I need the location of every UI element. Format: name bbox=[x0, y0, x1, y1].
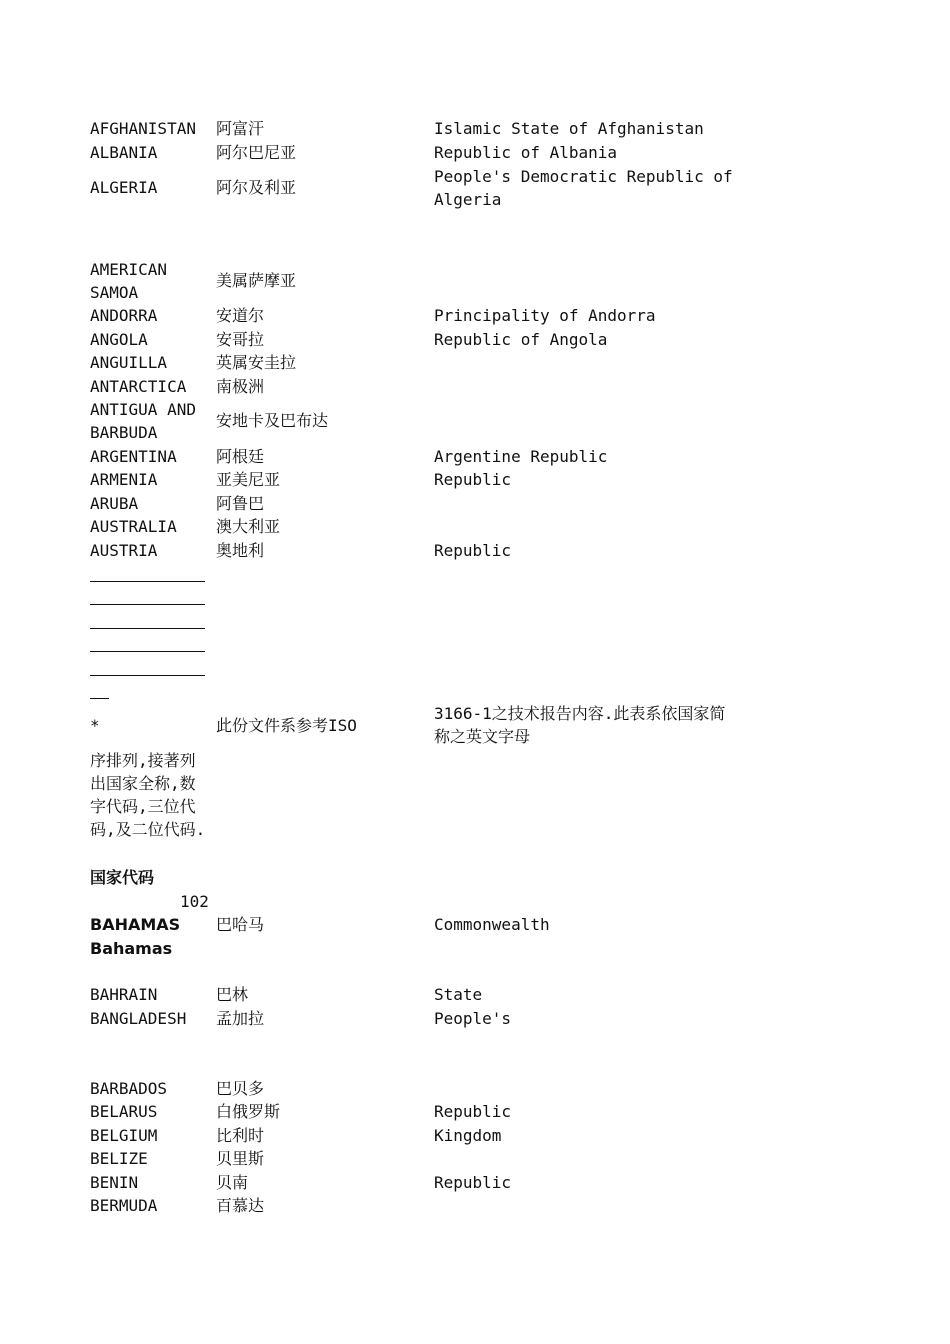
country-name-zh: 奥地利 bbox=[216, 541, 265, 560]
country-full-name: Commonwealth bbox=[434, 915, 550, 934]
country-code: AUSTRIA bbox=[90, 541, 158, 560]
country-code: AUSTRALIA bbox=[90, 517, 177, 536]
separator-line bbox=[90, 698, 109, 699]
country-code: ANGUILLA bbox=[90, 353, 168, 372]
note-text-continued: 序排列,接著列出国家全称,数字代码,三位代码,及二位代码. bbox=[90, 751, 206, 839]
country-name-zh: 巴贝多 bbox=[216, 1079, 265, 1098]
country-name-zh: 英属安圭拉 bbox=[216, 353, 297, 372]
note-marker: * bbox=[90, 716, 100, 735]
country-name-zh: 贝南 bbox=[216, 1173, 249, 1192]
country-code: AMERICAN SAMOA bbox=[90, 260, 168, 302]
country-code: BERMUDA bbox=[90, 1196, 158, 1215]
country-name-zh: 白俄罗斯 bbox=[216, 1102, 281, 1121]
country-name-zh: 百慕达 bbox=[216, 1196, 265, 1215]
country-name-zh: 阿尔及利亚 bbox=[216, 178, 297, 197]
country-full-name: Republic of Albania bbox=[434, 143, 618, 162]
country-code: ARGENTINA bbox=[90, 447, 177, 466]
country-name-zh: 巴林 bbox=[216, 985, 249, 1004]
country-code: ANTIGUA AND BARBUDA bbox=[90, 400, 196, 442]
country-name-zh: 比利时 bbox=[216, 1126, 265, 1145]
country-full-name: People's bbox=[434, 1009, 512, 1028]
country-code: BELARUS bbox=[90, 1102, 158, 1121]
country-name-zh: 阿尔巴尼亚 bbox=[216, 143, 297, 162]
country-code: AFGHANISTAN bbox=[90, 119, 196, 138]
separator-line bbox=[90, 581, 205, 582]
country-code: BARBADOS bbox=[90, 1079, 168, 1098]
country-full-name: Kingdom bbox=[434, 1126, 502, 1145]
country-code: ANGOLA bbox=[90, 330, 148, 349]
country-name-zh: 美属萨摩亚 bbox=[216, 271, 297, 290]
country-name-zh: 阿鲁巴 bbox=[216, 494, 265, 513]
country-name-zh: 安地卡及巴布达 bbox=[216, 411, 329, 430]
country-name-zh: 澳大利亚 bbox=[216, 517, 281, 536]
country-full-name: Principality of Andorra bbox=[434, 306, 656, 325]
note-text-right: 3166-1之技术报告内容.此表系依国家简称之英文字母 bbox=[434, 704, 726, 746]
country-code: ARMENIA bbox=[90, 470, 158, 489]
country-code: ALBANIA bbox=[90, 143, 158, 162]
country-code: ANTARCTICA bbox=[90, 377, 187, 396]
country-full-name: Republic bbox=[434, 470, 512, 489]
country-code: BAHRAIN bbox=[90, 985, 158, 1004]
separator-line bbox=[90, 675, 205, 676]
country-name-zh: 阿根廷 bbox=[216, 447, 265, 466]
country-code: BAHAMAS bbox=[90, 915, 181, 934]
country-name-zh: 亚美尼亚 bbox=[216, 470, 281, 489]
page-number: 102 bbox=[180, 892, 209, 911]
note-text-mid: 此份文件系参考ISO bbox=[216, 716, 357, 735]
country-name-zh: 南极洲 bbox=[216, 377, 265, 396]
separator-line bbox=[90, 604, 205, 605]
country-code: BELGIUM bbox=[90, 1126, 158, 1145]
country-full-name: Republic of Angola bbox=[434, 330, 608, 349]
country-name-zh: 贝里斯 bbox=[216, 1149, 265, 1168]
section-heading: 国家代码 bbox=[90, 868, 155, 887]
country-full-name: Argentine Republic bbox=[434, 447, 608, 466]
separator-line bbox=[90, 628, 205, 629]
country-code: BELIZE bbox=[90, 1149, 148, 1168]
country-name-zh: 阿富汗 bbox=[216, 119, 265, 138]
country-full-name: Republic bbox=[434, 1102, 512, 1121]
country-code: BENIN bbox=[90, 1173, 139, 1192]
country-name-zh: 安道尔 bbox=[216, 306, 265, 325]
country-name-zh: 孟加拉 bbox=[216, 1009, 265, 1028]
country-code: ANDORRA bbox=[90, 306, 158, 325]
country-full-name: People's Democratic Republic of Algeria bbox=[434, 167, 733, 209]
country-full-name: Republic bbox=[434, 541, 512, 560]
country-code: BANGLADESH bbox=[90, 1009, 187, 1028]
country-code-alt: Bahamas bbox=[90, 939, 173, 958]
separator-line bbox=[90, 651, 205, 652]
country-full-name: State bbox=[434, 985, 483, 1004]
country-code: ALGERIA bbox=[90, 178, 158, 197]
country-name-zh: 巴哈马 bbox=[216, 915, 265, 934]
country-full-name: Republic bbox=[434, 1173, 512, 1192]
country-code: ARUBA bbox=[90, 494, 139, 513]
country-name-zh: 安哥拉 bbox=[216, 330, 265, 349]
country-full-name: Islamic State of Afghanistan bbox=[434, 119, 704, 138]
